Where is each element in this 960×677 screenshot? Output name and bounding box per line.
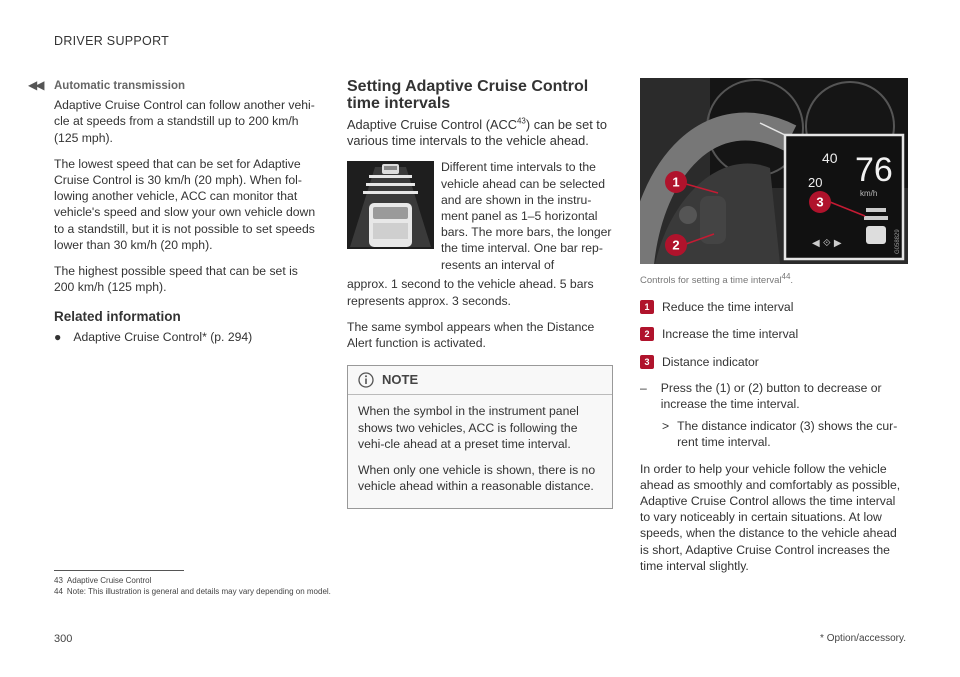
related-link[interactable]: Adaptive Cruise Control* (p. 294) xyxy=(73,329,253,344)
callout-list xyxy=(640,299,908,574)
result-item: > The distance indicator (3) shows the cur-rent time interval. xyxy=(662,419,898,450)
callout-1: 1 xyxy=(672,174,680,190)
result-marker: > xyxy=(662,419,670,434)
column-2 xyxy=(347,78,613,509)
column-1 xyxy=(54,78,316,345)
section-heading: Setting Adaptive Cruise Control time intervals xyxy=(347,78,589,112)
svg-text:G058829: G058829 xyxy=(895,229,901,254)
note-body xyxy=(348,395,612,508)
intro-paragraph: Adaptive Cruise Control (ACC$^{43}$) can be set to various time intervals to the vehicle ahead. xyxy=(347,116,607,149)
paragraph: approx. 1 second to the vehicle ahead. 5 bars represents approx. 3 seconds. xyxy=(347,277,594,308)
page-number: 300 xyxy=(54,633,73,645)
number-badge: 1 xyxy=(640,300,654,314)
footnote-44: 44 Note: This illustration is general and details may vary depending on model. xyxy=(54,587,331,596)
paragraph: Adaptive Cruise Control can follow another vehi-cle at speeds from a standstill up to 200 km/h (125 mph). xyxy=(54,98,315,145)
svg-text:◀ ⟐ ▶: ◀ ⟐ ▶ xyxy=(812,238,842,249)
steering-wheel-illustration xyxy=(640,78,908,264)
list-item: 3 Distance indicator xyxy=(640,354,908,370)
paragraph: The same symbol appears when the Distance Alert function is activated. xyxy=(347,319,595,351)
column-3 xyxy=(640,78,908,574)
section-header: DRIVER SUPPORT xyxy=(54,34,170,48)
footnote-ref-43[interactable]: 43 xyxy=(516,116,526,126)
svg-text:40: 40 xyxy=(822,150,838,166)
wrap-text: Different time intervals to the vehicle ahead can be selected and are shown in the instru-ment panel as 1–5 horizontal bars. The more bars, the longer the time interval. One bar rep-resents an interval of xyxy=(441,160,612,272)
info-icon xyxy=(358,372,374,388)
note-header xyxy=(348,366,612,395)
note-box xyxy=(347,365,613,509)
paragraph: In order to help your vehicle follow the vehicle ahead as smoothly and comfortably as possible, Adaptive Cruise Control allows the time interval to vary noticeably in certain situations. At low speeds, when the distance to the vehicle ahead is short, Adaptive Cruise Control increases the time interval slightly. xyxy=(640,461,901,573)
footnote-divider xyxy=(54,570,184,571)
bullet-icon: ● xyxy=(54,329,62,344)
svg-text:km/h: km/h xyxy=(860,189,878,198)
distance-symbol-image xyxy=(347,161,434,249)
figure-caption: Controls for setting a time interval$^{44}$. xyxy=(640,271,794,286)
note-title: NOTE xyxy=(382,372,419,388)
number-badge: 2 xyxy=(640,327,654,341)
paragraph: The lowest speed that can be set for Adaptive Cruise Control is 30 km/h (20 mph). When fol-lowing another vehicle, ACC can monitor that vehicle's speed and slow your own vehicle down to a standstill, but it is not possible to set speeds lower than 30 km/h (20 mph). xyxy=(54,156,316,252)
callout-2: 2 xyxy=(672,237,680,253)
continued-arrow-icon: ◀◀ xyxy=(28,78,43,92)
svg-text:76: 76 xyxy=(855,151,893,189)
subheading-automatic-transmission: Automatic transmission xyxy=(54,80,185,92)
footnote-ref-44[interactable]: 44 xyxy=(781,271,791,281)
svg-text:20: 20 xyxy=(808,175,823,190)
list-item: 2 Increase the time interval xyxy=(640,326,908,342)
note-paragraph: When only one vehicle is shown, there is no vehicle ahead within a reasonable distance. xyxy=(358,463,596,494)
callout-3: 3 xyxy=(816,194,824,210)
related-link-item[interactable] xyxy=(54,329,316,345)
footnote-43: 43 Adaptive Cruise Control xyxy=(54,576,152,585)
step-item: – Press the (1) or (2) button to decrease or increase the time interval. xyxy=(640,380,882,412)
number-badge: 3 xyxy=(640,355,654,369)
svg-text:76: 76 xyxy=(738,111,754,127)
option-accessory-note: * Option/accessory. xyxy=(820,633,906,644)
step-marker: – xyxy=(640,380,647,395)
related-information-heading: Related information xyxy=(54,309,181,325)
note-paragraph: When the symbol in the instrument panel shows two vehicles, ACC is following the vehi-cle ahead at a preset time interval. xyxy=(358,404,579,451)
wrap-block xyxy=(347,159,613,276)
list-item: 1 Reduce the time interval xyxy=(640,299,908,315)
paragraph: The highest possible speed that can be set is 200 km/h (125 mph). xyxy=(54,264,298,295)
